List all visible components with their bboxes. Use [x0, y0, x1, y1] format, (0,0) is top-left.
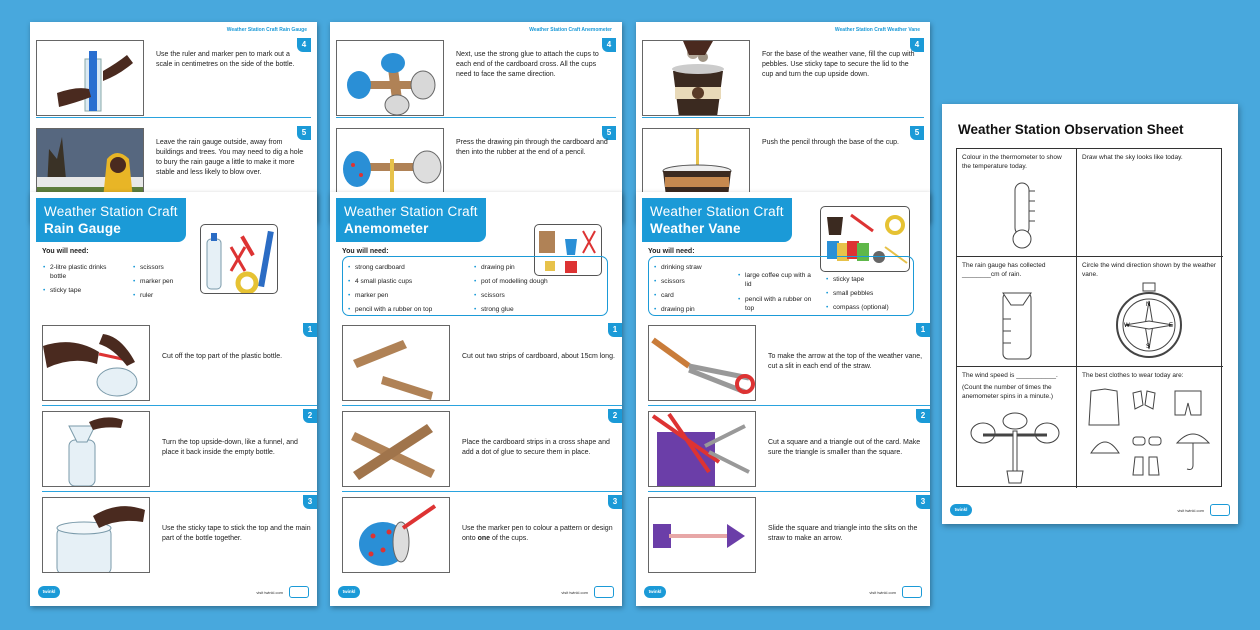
wind-direction-prompt: Circle the wind direction shown by the weather vane. [1082, 262, 1217, 278]
step-1 [648, 320, 930, 406]
equipment-item: • scissors [653, 277, 685, 286]
equipment-item: • 2-litre plastic drinks bottle [42, 263, 122, 281]
steps [30, 320, 317, 578]
woolly-hat-icon [1091, 442, 1119, 453]
wellies-icon [1133, 457, 1159, 475]
badge-icon [1210, 504, 1230, 516]
step-number: 3 [608, 495, 622, 509]
compass-south-label: S [1146, 344, 1151, 350]
sky-drawing-cell[interactable] [1077, 149, 1223, 257]
title-line-2: Anemometer [344, 221, 429, 236]
step-number: 2 [916, 409, 930, 423]
footer-url[interactable]: visit twinkl.com [256, 590, 283, 595]
rain-prompt: The rain gauge has collected ________cm of rain. [962, 262, 1046, 278]
step-illustration [342, 497, 450, 573]
step-number: 5 [602, 126, 616, 140]
clothes-icons [1081, 385, 1221, 485]
step-3 [42, 492, 317, 578]
step-text [462, 524, 616, 544]
equipment-item: • marker pen [347, 291, 388, 300]
observation-grid [956, 148, 1222, 487]
equipment-item: • drinking straw [653, 263, 702, 272]
step-illustration [648, 325, 756, 401]
step-1 [342, 320, 622, 406]
twinkl-logo: twinkl [338, 586, 360, 598]
step-number: 3 [303, 495, 317, 509]
step-text: Place the cardboard strips in a cross shape and add a dot of glue to secure them in place. [462, 439, 610, 456]
rain-gauge-icon [997, 285, 1037, 361]
step-number: 1 [916, 323, 930, 337]
twinkl-logo: twinkl [644, 586, 666, 598]
anemometer-page-1 [330, 192, 622, 606]
equipment-list [648, 256, 914, 316]
observation-sheet [942, 104, 1238, 524]
compass-north-label: N [1146, 302, 1151, 308]
need-label: You will need: [648, 248, 695, 255]
title-line-2: Weather Vane [650, 221, 741, 236]
page-tag: Weather Station Craft Weather Vane [834, 27, 920, 33]
equipment-item: • large coffee cup with a lid [737, 271, 817, 289]
step-number: 5 [297, 126, 311, 140]
step-number: 2 [608, 409, 622, 423]
equipment-item: • pencil with a rubber on top [737, 295, 817, 313]
step-text: Slide the square and triangle into the slits on the straw to make an arrow. [768, 525, 918, 542]
equipment-item: • marker pen [132, 277, 202, 286]
step-text: Cut out two strips of cardboard, about 15cm long. [462, 353, 615, 360]
equipment-item: • 4 small plastic cups [347, 277, 412, 286]
step-text: Use the ruler and marker pen to mark out a scale in centimetres on the side of the bottle. [156, 51, 295, 68]
shorts-icon [1175, 391, 1201, 415]
step-text: For the base of the weather vane, fill the cup with pebbles. Use sticky tape to secure the lid to the cup and turn the cup upside down. [762, 51, 915, 78]
step-1 [42, 320, 317, 406]
step-text-bold: one [477, 535, 491, 542]
page-tag: Weather Station Craft Rain Gauge [226, 27, 307, 33]
clothes-prompt: The best clothes to wear today are: [1082, 372, 1184, 379]
title-line-1: Weather Station Craft [344, 204, 478, 219]
footer-url[interactable]: visit twinkl.com [561, 590, 588, 595]
equipment-item: • sticky tape [825, 275, 864, 284]
title-line-1: Weather Station Craft [650, 204, 784, 219]
step-text: To make the arrow at the top of the weather vane, cut a slit in each end of the straw. [768, 353, 923, 370]
step-illustration [642, 40, 750, 116]
twinkl-logo: twinkl [950, 504, 972, 516]
step-illustration [342, 411, 450, 487]
page-footer [644, 586, 922, 600]
step-4 [336, 38, 616, 118]
steps [636, 320, 930, 578]
rain-gauge-cell[interactable] [957, 257, 1077, 367]
equipment-item: • card [653, 291, 674, 300]
footer-url[interactable]: visit twinkl.com [1177, 508, 1204, 513]
compass-east-label: E [1169, 323, 1174, 329]
equipment-item: • ruler [132, 291, 202, 300]
step-text: Turn the top upside-down, like a funnel, and place it back inside the empty bottle. [162, 439, 298, 456]
equipment-item: • pencil with a rubber on top [347, 305, 432, 314]
thermometer-cell[interactable] [957, 149, 1077, 257]
equipment-list [342, 256, 608, 316]
weather-vane-page-1 [636, 192, 930, 606]
page-footer [950, 504, 1230, 518]
step-number: 3 [916, 495, 930, 509]
step-text: Next, use the strong glue to attach the cups to each end of the cardboard cross. All the cups need to face the same direction. [456, 51, 599, 78]
clothes-cell[interactable] [1077, 367, 1223, 488]
step-text-pre: Use the marker pen to colour a pattern or design onto [462, 525, 613, 542]
need-label: You will need: [342, 248, 389, 255]
wind-speed-cell[interactable] [957, 367, 1077, 488]
wind-speed-prompt: The wind speed is ___________. [962, 372, 1058, 379]
step-number: 2 [303, 409, 317, 423]
sheet-title: Weather Station Observation Sheet [958, 122, 1184, 137]
step-text-post: of the cups. [490, 535, 529, 542]
step-number: 5 [910, 126, 924, 140]
step-text: Leave the rain gauge outside, away from buildings and trees. You may need to dig a hole to bury the rain gauge a little to make it more stable and less likely to blow over. [156, 139, 304, 176]
step-illustration [36, 40, 144, 116]
step-illustration [42, 497, 150, 573]
step-text: Press the drawing pin through the cardboard and then into the rubber at the end of a pencil. [456, 139, 608, 156]
sunglasses-icon [1133, 437, 1145, 445]
title-line-2: Rain Gauge [44, 221, 122, 236]
compass-icon [1109, 281, 1189, 363]
page-title [642, 198, 792, 242]
twinkl-logo: twinkl [38, 586, 60, 598]
raincoat-icon [1089, 389, 1119, 425]
gloves-icon [1133, 391, 1155, 409]
step-3 [648, 492, 930, 578]
badge-icon [289, 586, 309, 598]
equipment-list [42, 256, 302, 316]
step-3 [342, 492, 622, 578]
step-text: Cut off the top part of the plastic bottle. [162, 353, 283, 360]
step-number: 1 [608, 323, 622, 337]
equipment-item: • small pebbles [825, 289, 873, 298]
step-illustration [648, 497, 756, 573]
badge-icon [902, 586, 922, 598]
step-text: Push the pencil through the base of the cup. [762, 139, 899, 146]
step-4 [642, 38, 924, 118]
thermometer-icon [993, 181, 1053, 251]
footer-url[interactable]: visit twinkl.com [869, 590, 896, 595]
badge-icon [594, 586, 614, 598]
anemometer-icon [967, 411, 1063, 485]
equipment-item: • drawing pin [473, 263, 515, 272]
page-title [336, 198, 486, 242]
page-title [36, 198, 186, 242]
thermometer-prompt: Colour in the thermometer to show the temperature today. [962, 154, 1062, 170]
step-2 [42, 406, 317, 492]
equipment-item: • scissors [473, 291, 505, 300]
wind-direction-cell[interactable] [1077, 257, 1223, 367]
compass-west-label: W [1124, 323, 1130, 329]
step-2 [648, 406, 930, 492]
equipment-item: • pot of modelling dough [473, 277, 548, 286]
step-illustration [342, 325, 450, 401]
step-illustration [42, 411, 150, 487]
equipment-item: • scissors [132, 263, 202, 272]
step-illustration [336, 40, 444, 116]
equipment-item: • drawing pin [653, 305, 695, 314]
equipment-item: • strong glue [473, 305, 514, 314]
step-2 [342, 406, 622, 492]
equipment-item: • strong cardboard [347, 263, 405, 272]
page-footer [338, 586, 614, 600]
step-text: Cut a square and a triangle out of the card. Make sure the triangle is smaller than the square. [768, 439, 921, 456]
step-illustration [648, 411, 756, 487]
rain-gauge-page-1 [30, 192, 317, 606]
page-footer [38, 586, 309, 600]
need-label: You will need: [42, 248, 89, 255]
step-text: Use the sticky tape to stick the top and the main part of the bottle together. [162, 525, 311, 542]
sky-prompt: Draw what the sky looks like today. [1082, 154, 1183, 161]
title-line-1: Weather Station Craft [44, 204, 178, 219]
page-tag: Weather Station Craft Anemometer [529, 27, 612, 33]
equipment-item: • compass (optional) [825, 303, 889, 312]
umbrella-icon [1177, 434, 1209, 443]
step-4 [36, 38, 311, 118]
step-number: 4 [297, 38, 311, 52]
step-illustration [42, 325, 150, 401]
equipment-item: • sticky tape [42, 286, 122, 295]
steps [330, 320, 622, 578]
step-number: 4 [602, 38, 616, 52]
step-number: 1 [303, 323, 317, 337]
step-number: 4 [910, 38, 924, 52]
wind-speed-instruction: (Count the number of times the anemometer spins in a minute.) [962, 384, 1054, 400]
